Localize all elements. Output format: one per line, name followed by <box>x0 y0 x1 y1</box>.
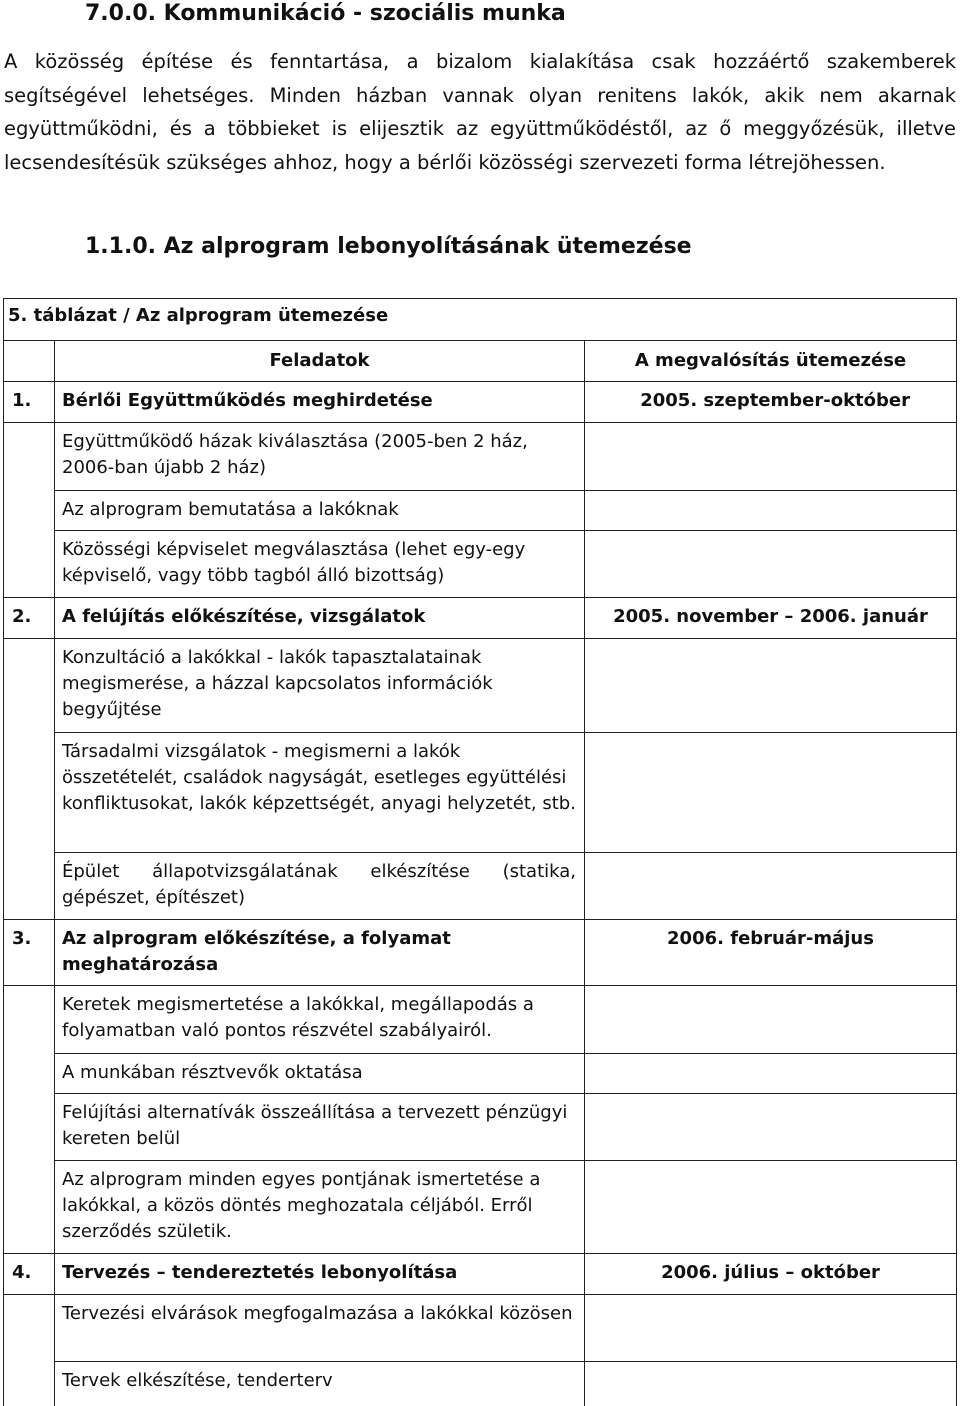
number-spacer-cell <box>4 639 55 920</box>
table-header-row <box>4 341 957 382</box>
task-row <box>4 1094 957 1161</box>
task-row <box>4 1362 957 1406</box>
date-empty-cell <box>585 491 957 531</box>
number-spacer-cell <box>4 423 55 598</box>
task-row <box>4 423 957 491</box>
task-cell: Keretek megismertetése a lakókkal, megállapodás a folyamatban való pontos részvétel szabályairól. <box>55 986 585 1054</box>
task-row <box>4 986 957 1054</box>
section-date: 2006. február-május <box>585 920 957 986</box>
date-empty-cell <box>585 1054 957 1094</box>
subsection-heading: 1.1.0. Az alprogram lebonyolításának ütemezése <box>85 234 692 259</box>
task-row <box>4 1054 957 1094</box>
section-number: 2. <box>4 598 55 639</box>
section-number: 3. <box>4 920 55 986</box>
section-date: 2006. július – október <box>585 1254 957 1295</box>
date-empty-cell <box>585 1094 957 1161</box>
task-cell: A munkában résztvevők oktatása <box>55 1054 585 1094</box>
table-caption-row <box>4 299 957 341</box>
schedule-table <box>3 298 957 1406</box>
date-empty-cell <box>585 1362 957 1406</box>
section-title: Tervezés – tendereztetés lebonyolítása <box>55 1254 585 1295</box>
task-row <box>4 853 957 920</box>
task-cell: Tervek elkészítése, tenderterv <box>55 1362 585 1406</box>
section-number: 1. <box>4 382 55 423</box>
task-cell: Közösségi képviselet megválasztása (lehet egy-egy képviselő, vagy több tagból álló bizottság) <box>55 531 585 598</box>
date-empty-cell <box>585 853 957 920</box>
task-cell: Épület állapotvizsgálatának elkészítése (statika, gépészet, építészet) <box>55 853 585 920</box>
task-cell: Az alprogram bemutatása a lakóknak <box>55 491 585 531</box>
section-row <box>4 382 957 423</box>
date-empty-cell <box>585 639 957 733</box>
date-empty-cell <box>585 423 957 491</box>
task-cell: Tervezési elvárások megfogalmazása a lakókkal közösen <box>55 1295 585 1362</box>
section-title: Bérlői Együttműködés meghirdetése <box>55 382 585 423</box>
task-cell: Társadalmi vizsgálatok - megismerni a lakók összetételét, családok nagyságát, esetleges együttélési konfliktusokat, lakók képzettségét, anyagi helyzetét, stb. <box>55 733 585 853</box>
task-cell: Az alprogram minden egyes pontjának ismertetése a lakókkal, a közös döntés meghozatala céljából. Erről szerződés születik. <box>55 1161 585 1254</box>
task-row <box>4 639 957 733</box>
intro-paragraph: A közösség építése és fenntartása, a bizalom kialakítása csak hozzáértő szakemberek segítségével lehetséges. Minden házban vannak olyan renitens lakók, akik nem akarnak együttműködni, és a többieket is elijesztik az együttműködéstől, az ő meggyőzésük, illetve lecsendesítésük szükséges ahhoz, hogy a bérlői közösségi szervezeti forma létrejöhessen. <box>4 50 956 174</box>
task-row <box>4 1161 957 1254</box>
section-date: 2005. szeptember-október <box>585 382 957 423</box>
column-header-schedule: A megvalósítás ütemezése <box>585 341 957 382</box>
date-empty-cell <box>585 1295 957 1362</box>
number-spacer-cell <box>4 1295 55 1406</box>
date-empty-cell <box>585 986 957 1054</box>
section-date: 2005. november – 2006. január <box>585 598 957 639</box>
section-heading: 7.0.0. Kommunikáció - szociális munka <box>85 1 566 26</box>
section-title: A felújítás előkészítése, vizsgálatok <box>55 598 585 639</box>
header-empty-cell <box>4 341 55 382</box>
section-title: Az alprogram előkészítése, a folyamat meghatározása <box>55 920 585 986</box>
section-row <box>4 1254 957 1295</box>
number-spacer-cell <box>4 986 55 1254</box>
task-row <box>4 491 957 531</box>
date-empty-cell <box>585 733 957 853</box>
table-caption: 5. táblázat / Az alprogram ütemezése <box>4 299 957 341</box>
date-empty-cell <box>585 531 957 598</box>
task-cell: Felújítási alternatívák összeállítása a tervezett pénzügyi kereten belül <box>55 1094 585 1161</box>
column-header-tasks: Feladatok <box>55 341 585 382</box>
section-row <box>4 598 957 639</box>
date-empty-cell <box>585 1161 957 1254</box>
task-row <box>4 1295 957 1362</box>
task-cell: Konzultáció a lakókkal - lakók tapasztalatainak megismerése, a házzal kapcsolatos információk begyűjtése <box>55 639 585 733</box>
section-row <box>4 920 957 986</box>
task-cell: Együttműködő házak kiválasztása (2005-ben 2 ház, 2006-ban újabb 2 ház) <box>55 423 585 491</box>
section-number: 4. <box>4 1254 55 1295</box>
task-row <box>4 733 957 853</box>
task-row <box>4 531 957 598</box>
